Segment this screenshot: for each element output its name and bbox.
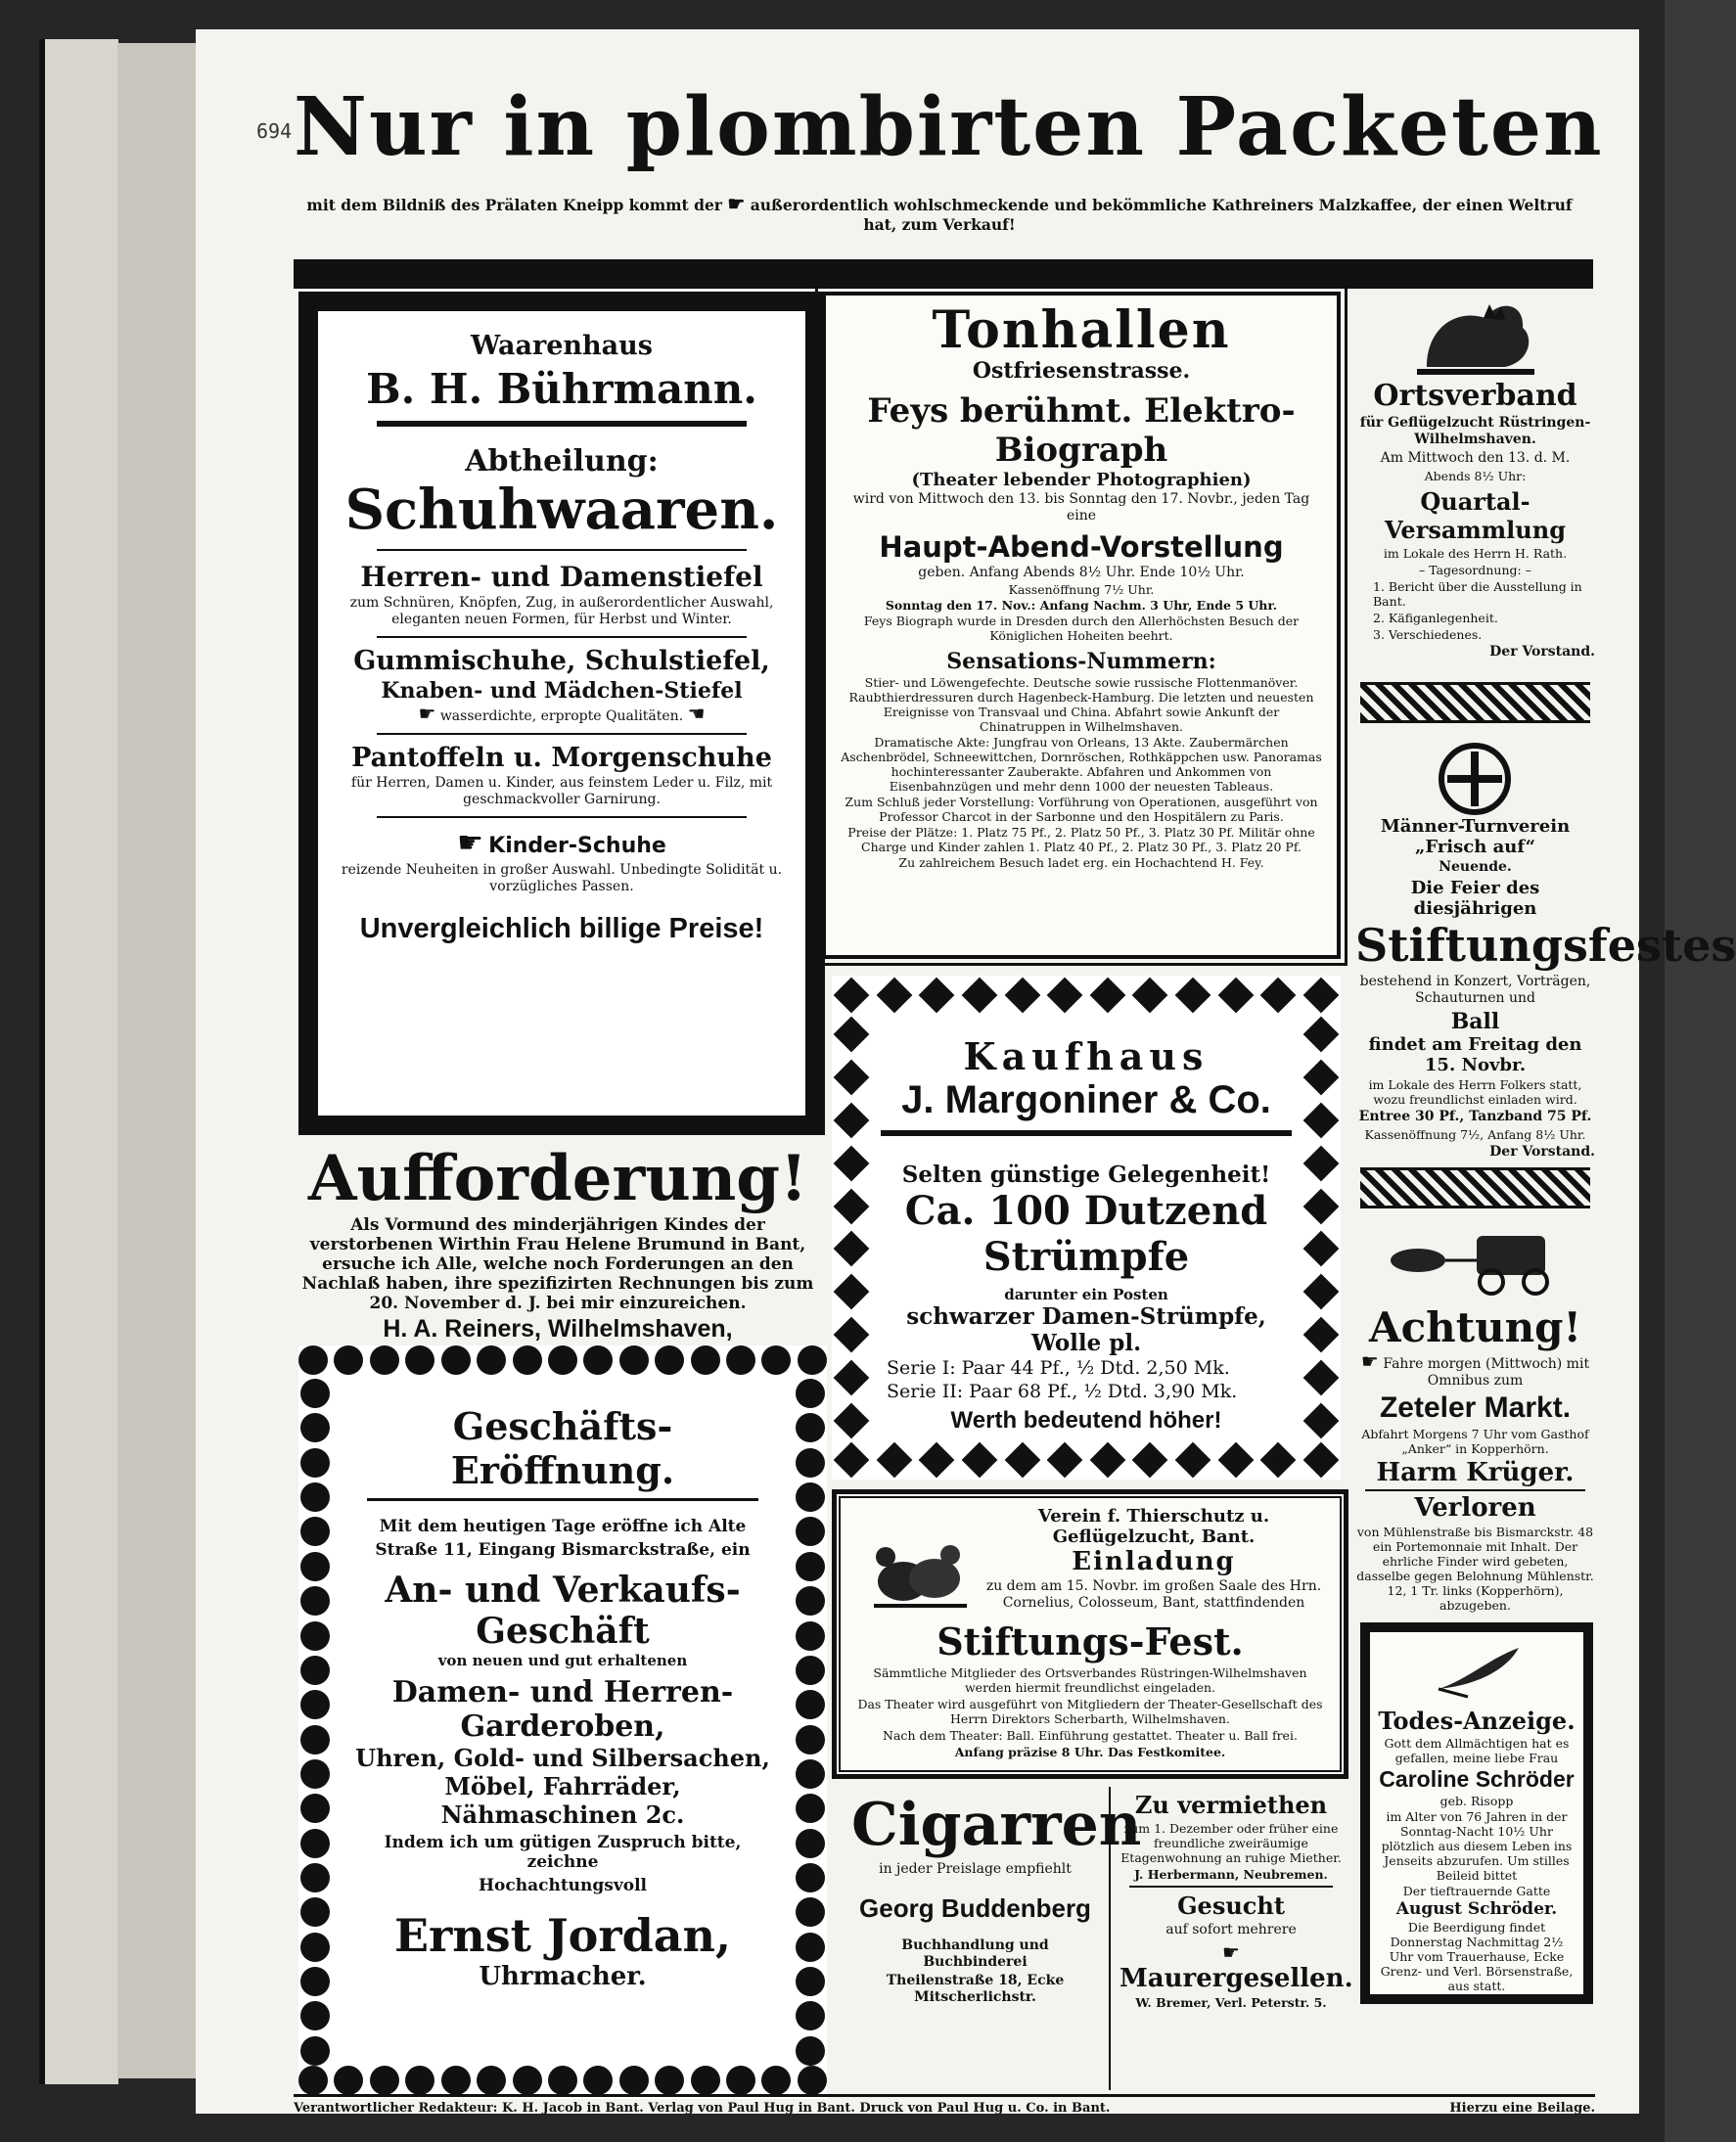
ad-slogan: Werth bedeutend höher! bbox=[950, 1407, 1222, 1434]
ad-line: Kaufhaus bbox=[963, 1034, 1210, 1078]
ad-text: Zum Schluß jeder Vorstellung: Vorführung von Operationen, ausgeführt von Professor Charcot in der Sarbonne und den Hospitälern zu Paris. bbox=[845, 795, 1318, 824]
subtitle-part-a: mit dem Bildniß des Prälaten Kneipp kommt der bbox=[306, 196, 722, 214]
ad-text: – Tagesordnung: – bbox=[1419, 563, 1531, 577]
pointing-hand-icon: ☛ bbox=[457, 826, 484, 860]
ad-text: Nach dem Theater: Ball. Einführung gestattet. Theater u. Ball frei. bbox=[883, 1728, 1298, 1743]
ad-name: Caroline Schröder bbox=[1379, 1766, 1575, 1792]
dot-border-right bbox=[794, 1379, 827, 2066]
ad-heading: Ortsverband bbox=[1373, 379, 1577, 413]
ad-line: Männer-Turnverein „Frisch auf“ bbox=[1380, 816, 1571, 857]
ad-text: Anfang präzise 8 Uhr. Das Festkomitee. bbox=[954, 1745, 1226, 1759]
ad-text: Sonntag den 17. Nov.: Anfang Nachm. 3 Uhr, Ende 5 Uhr. bbox=[885, 598, 1278, 613]
ad-line: Kinder-Schuhe bbox=[488, 834, 666, 858]
ad-line: Die Feier des diesjährigen bbox=[1410, 878, 1540, 919]
ad-text: W. Bremer, Verl. Peterstr. 5. bbox=[1135, 1995, 1327, 2010]
ad-text: reizende Neuheiten in großer Auswahl. Unbedingte Solidität u. vorzügliches Passen. bbox=[341, 862, 783, 894]
ad-line: Uhren, Gold- und Silbersachen, bbox=[355, 1744, 770, 1772]
ad-signature: Der Vorstand. bbox=[1489, 1144, 1595, 1160]
ad-text: im Alter von 76 Jahren in der Sonntag-Nacht 10½ Uhr plötzlich aus diesem Leben ins Jenseits abzurufen. Um stilles Beileid bittet bbox=[1381, 1809, 1573, 1883]
ad-text: Das Theater wird ausgeführt von Mitgliedern der Theater-Gesellschaft des Herrn Direktors Scherbarth, Wilhelmshaven. bbox=[857, 1697, 1323, 1726]
ad-signature: August Schröder. bbox=[1395, 1899, 1558, 1919]
ad-heading: Stiftungsfestes bbox=[1355, 919, 1736, 972]
ad-text: geben. Anfang Abends 8½ Uhr. Ende 10½ Uhr. bbox=[918, 565, 1245, 580]
ad-firm: Georg Buddenberg bbox=[859, 1893, 1091, 1923]
ad-line: darunter ein Posten bbox=[1004, 1286, 1168, 1303]
divider bbox=[367, 1498, 758, 1501]
ad-heading: Haupt-Abend-Vorstellung bbox=[879, 530, 1284, 564]
ad-text: zu dem am 15. Novbr. im großen Saale des Hrn. Cornelius, Colosseum, Bant, stattfindenden bbox=[985, 1578, 1322, 1611]
pointing-hand-icon: ☛ bbox=[418, 702, 436, 725]
ad-signature: Harm Krüger. bbox=[1376, 1458, 1575, 1487]
ad-text: Dramatische Akte: Jungfrau von Orleans, 13 Akte. Zaubermärchen Aschenbrödel, Schneewittchen, Dornröschen, Rothkäppchen usw. Panoramas hochinteressanter Zauberakte. Abfahren und Ankommen von Eisenbahnzügen und mehr denn 1000 der neuesten Tableaus. bbox=[841, 735, 1322, 794]
ad-text: Mit dem heutigen Tage eröffne ich Alte Straße 11, Eingang Bismarckstraße, ein bbox=[375, 1517, 751, 1560]
ad-line: Pantoffeln u. Morgenschuhe bbox=[351, 743, 772, 773]
ad-heading: Geschäfts-Eröffnung. bbox=[450, 1404, 675, 1492]
ad-text: Kassenöffnung 7½ Uhr. bbox=[1008, 582, 1155, 597]
top-rule bbox=[294, 259, 1593, 289]
ad-turnverein bbox=[1355, 734, 1736, 1162]
ad-text: Abends 8½ Uhr: bbox=[1424, 469, 1527, 483]
ad-heading: Zeteler Markt. bbox=[1379, 1391, 1572, 1424]
ad-text: Buchhandlung und Buchbinderei bbox=[901, 1937, 1049, 1970]
price-row: Serie II: Paar 68 Pf., ½ Dtd. 3,90 Mk. bbox=[887, 1381, 1238, 1402]
ad-slogan: Unvergleichlich billige Preise! bbox=[359, 913, 764, 944]
divider bbox=[377, 733, 747, 735]
ad-kaufhaus bbox=[832, 976, 1341, 1480]
ad-line: Verein f. Thierschutz u. Geflügelzucht, Bant. bbox=[1037, 1506, 1270, 1547]
ad-text: Als Vormund des minderjährigen Kindes der verstorbenen Wirthin Frau Helene Brumund in Bant, ersuche ich Alle, welche noch Forderungen an den Nachlaß haben, ihre spezifizirten Rechnungen bis zum 20. November d. J. bei mir einzureichen. bbox=[301, 1215, 814, 1313]
ad-firm: Ernst Jordan, bbox=[393, 1909, 731, 1962]
pointing-hand-icon: ☚ bbox=[687, 702, 706, 725]
ad-text: Preise der Plätze: 1. Platz 75 Pf., 2. Platz 50 Pf., 3. Platz 30 Pf. Militär ohne Charge und Kinder zahlen 1. Platz 40 Pf., 2. Platz 30 Pf., 3. Platz 20 Pf. bbox=[847, 825, 1315, 854]
price-row: Serie I: Paar 44 Pf., ½ Dtd. 2,50 Mk. bbox=[887, 1357, 1230, 1379]
ad-vermiethen bbox=[1114, 1787, 1353, 2090]
ad-line: Gummischuhe, Schulstiefel, bbox=[353, 646, 770, 676]
palm-icon bbox=[1429, 1640, 1527, 1699]
ad-text: Am Mittwoch den 13. d. M. bbox=[1380, 450, 1571, 466]
ad-tonhallen bbox=[822, 292, 1341, 959]
ad-text: Der tieftrauernde Gatte bbox=[1402, 1884, 1551, 1898]
ad-firm: J. Margoniner & Co. bbox=[901, 1078, 1271, 1121]
diamond-border-bottom bbox=[832, 1440, 1341, 1480]
divider bbox=[377, 636, 747, 638]
ad-text: Kassenöffnung 7½, Anfang 8½ Uhr. bbox=[1364, 1127, 1586, 1142]
ad-achtung bbox=[1355, 1213, 1595, 1615]
ad-firm: B. H. Bührmann. bbox=[366, 365, 757, 413]
ad-text: Stier- und Löwengefechte. Deutsche sowie russische Flottenmanöver. Raubthierdressuren durch Hagenbeck-Hamburg. Die letzten und neuesten Ereignisse von Transvaal und China. Abfahrt sowie Ankunft der Chinatruppen in Wilhelmshaven. bbox=[848, 675, 1314, 734]
ad-line: Damen- und Herren-Garderoben, bbox=[391, 1675, 734, 1744]
ad-line: (Theater lebender Photographien) bbox=[911, 470, 1252, 490]
ad-text: für Geflügelzucht Rüstringen-Wilhelmshaven. bbox=[1359, 415, 1591, 447]
divider bbox=[377, 816, 747, 818]
ad-jordan bbox=[298, 1345, 827, 2099]
divider bbox=[1365, 1489, 1585, 1491]
ad-line: Abtheilung: bbox=[465, 444, 659, 479]
ad-text: zum Schnüren, Knöpfen, Zug, in außerordentlicher Auswahl, eleganten neuen Formen, für Herbst und Winter. bbox=[349, 595, 774, 627]
ad-cigarren bbox=[842, 1787, 1142, 2090]
ad-line: Uhrmacher. bbox=[479, 1962, 647, 1991]
ad-heading: Ca. 100 Dutzend Strümpfe bbox=[904, 1188, 1268, 1280]
ad-line: von neuen und gut erhaltenen bbox=[437, 1652, 688, 1669]
ad-line: schwarzer Damen-Strümpfe, Wolle pl. bbox=[906, 1303, 1266, 1356]
ad-text: bestehend in Konzert, Vorträgen, Schauturnen und bbox=[1359, 974, 1591, 1006]
ad-aufforderung bbox=[294, 1142, 822, 1343]
list-item: 1. Bericht über die Ausstellung in Bant. bbox=[1373, 579, 1582, 609]
ad-text: geb. Risopp bbox=[1439, 1794, 1514, 1808]
subtitle-part-b: außerordentlich wohlschmeckende und bekömmliche Kathreiners Malzkaffee, der einen Weltruf hat, zum Verkauf! bbox=[750, 196, 1573, 234]
ad-heading: Tonhallen bbox=[932, 300, 1231, 360]
rooster-icon bbox=[1407, 289, 1544, 379]
ad-text: Neuende. bbox=[1439, 859, 1512, 875]
ad-ortsverband bbox=[1355, 289, 1595, 680]
ad-line: Feys berühmt. Elektro-Biograph bbox=[867, 391, 1296, 470]
ad-text: wird von Mittwoch den 13. bis Sonntag den 17. Novbr., jeden Tag eine bbox=[852, 491, 1310, 524]
page-edge bbox=[117, 43, 196, 2078]
emblem-icon bbox=[1436, 740, 1514, 818]
diamond-border-left bbox=[832, 1015, 871, 1440]
divider bbox=[377, 421, 747, 427]
dot-border-top bbox=[298, 1345, 827, 1379]
footer-supplement: Hierzu eine Beilage. bbox=[1449, 2101, 1595, 2116]
ad-heading: Einladung bbox=[1072, 1547, 1236, 1576]
ad-signature: Der Vorstand. bbox=[1489, 644, 1595, 660]
divider bbox=[377, 549, 747, 551]
list-item: 2. Käfiganlegenheit. bbox=[1373, 611, 1498, 625]
headline-subtitle bbox=[294, 194, 1585, 235]
ad-text: Feys Biograph wurde in Dresden durch den Allerhöchsten Besuch der Königlichen Hoheiten beehrt. bbox=[863, 614, 1300, 643]
diamond-border-top bbox=[832, 976, 1341, 1015]
ad-heading: Cigarren bbox=[851, 1791, 1142, 1859]
ad-line: Selten günstige Gelegenheit! bbox=[901, 1162, 1271, 1188]
ornament-band bbox=[1360, 682, 1590, 723]
page-number: 694 bbox=[256, 119, 293, 143]
ad-heading: An- und Verkaufs-Geschäft bbox=[385, 1570, 741, 1652]
ad-buehrmann bbox=[298, 292, 825, 1135]
ad-text: auf sofort mehrere bbox=[1165, 1922, 1297, 1937]
ad-text: Theilenstraße 18, Ecke Mitscherlichstr. bbox=[886, 1973, 1065, 2005]
ad-verein bbox=[835, 1492, 1346, 1776]
ad-heading: Achtung! bbox=[1369, 1303, 1581, 1351]
divider bbox=[881, 1130, 1292, 1136]
ad-text: Zu zahlreichem Besuch ladet erg. ein Hochachtend H. Fey. bbox=[898, 855, 1264, 870]
ad-text: im Lokale des Herrn H. Rath. bbox=[1383, 546, 1568, 561]
ad-line: Hochachtungsvoll bbox=[478, 1876, 647, 1895]
ad-text: wasserdichte, erpropte Qualitäten. bbox=[439, 708, 684, 724]
dot-border-left bbox=[298, 1379, 332, 2066]
ad-heading: Quartal-Versammlung bbox=[1385, 487, 1566, 544]
ad-text: im Lokale des Herrn Folkers statt, wozu freundlichst einladen wird. bbox=[1368, 1077, 1582, 1107]
ad-heading: Verloren bbox=[1414, 1493, 1536, 1523]
ad-heading: Zu vermiethen bbox=[1134, 1791, 1328, 1819]
ad-heading: Aufforderung! bbox=[307, 1142, 808, 1215]
ad-text: Fahre morgen (Mittwoch) mit Omnibus zum bbox=[1383, 1356, 1590, 1389]
ad-line: Sensations-Nummern: bbox=[946, 649, 1216, 674]
ad-text: von Mühlenstraße bis Bismarckstr. 48 ein Portemonnaie mit Inhalt. Der ehrliche Finder wird gebeten, dasselbe gegen Belohnung Mühlenstr. 12, 1 Tr. links (Kopperhörn), abzugeben. bbox=[1356, 1525, 1594, 1613]
list-item: 3. Verschiedenes. bbox=[1373, 627, 1483, 642]
pointing-hand-icon: ☛ bbox=[1360, 1349, 1379, 1373]
newspaper-page bbox=[196, 29, 1736, 2116]
divider bbox=[1129, 1886, 1333, 1888]
ad-text: Entree 30 Pf., Tanzband 75 Pf. bbox=[1358, 1109, 1592, 1124]
ad-line: Ball bbox=[1450, 1009, 1500, 1034]
ad-line: Waarenhaus bbox=[471, 331, 653, 361]
ad-text: für Herren, Damen u. Kinder, aus feinstem Leder u. Filz, mit geschmackvoller Garnirung. bbox=[350, 775, 773, 807]
doves-icon bbox=[864, 1527, 972, 1616]
ad-line: Möbel, Fahrräder, Nähmaschinen 2c. bbox=[440, 1772, 685, 1829]
ad-heading: Gesucht bbox=[1177, 1891, 1285, 1920]
ad-text: Gott dem Allmächtigen hat es gefallen, meine liebe Frau bbox=[1384, 1736, 1570, 1765]
ad-heading: Maurergesellen. bbox=[1119, 1964, 1353, 1993]
ad-todes-anzeige bbox=[1360, 1622, 1593, 2004]
ad-heading: Schuhwaaren. bbox=[344, 478, 779, 542]
ad-heading: Todes-Anzeige. bbox=[1378, 1707, 1576, 1735]
ad-text: in jeder Preislage empfiehlt bbox=[879, 1861, 1072, 1877]
ornament-band bbox=[1360, 1167, 1590, 1208]
ad-line: Indem ich um gütigen Zuspruch bitte, zeichne bbox=[384, 1833, 742, 1872]
ad-line: Knaben- und Mädchen-Stiefel bbox=[381, 678, 743, 704]
diamond-border-right bbox=[1302, 1015, 1341, 1440]
ad-firm: H. A. Reiners, Wilhelmshaven, bbox=[383, 1315, 733, 1343]
pointing-hand-icon: ☛ bbox=[1222, 1940, 1240, 1964]
pointing-hand-icon: ☛ bbox=[727, 192, 746, 215]
ad-text: Sämmtliche Mitglieder des Ortsverbandes Rüstringen-Wilhelmshaven werden hiermit freundlichst eingeladen. bbox=[873, 1665, 1307, 1695]
book-spine bbox=[39, 39, 118, 2084]
ad-line: Herren- und Damenstiefel bbox=[360, 561, 763, 593]
footer-imprint: Verantwortlicher Redakteur: K. H. Jacob in Bant. Verlag von Paul Hug in Bant. Druck von Paul Hug u. Co. in Bant. bbox=[294, 2101, 1111, 2116]
headline: Nur in plombirten Packeten bbox=[294, 80, 1604, 174]
coach-icon bbox=[1379, 1221, 1575, 1299]
ad-text: Die Beerdigung findet Donnerstag Nachmittag 2½ Uhr vom Trauerhause, Ecke Grenz- und Verl. Börsenstraße, aus statt. bbox=[1380, 1920, 1574, 1993]
ad-heading: Stiftungs-Fest. bbox=[937, 1619, 1244, 1663]
ad-text: Abfahrt Morgens 7 Uhr vom Gasthof „Anker“ in Kopperhörn. bbox=[1361, 1427, 1589, 1456]
ad-text: J. Herbermann, Neubremen. bbox=[1134, 1867, 1328, 1882]
page-footer bbox=[294, 2094, 1595, 2116]
ad-line: findet am Freitag den 15. Novbr. bbox=[1368, 1034, 1582, 1075]
ad-line: Ostfriesenstrasse. bbox=[972, 358, 1191, 384]
ad-text: zum 1. Dezember oder früher eine freundliche zweiräumige Etagenwohnung an ruhige Miether. bbox=[1120, 1821, 1342, 1865]
